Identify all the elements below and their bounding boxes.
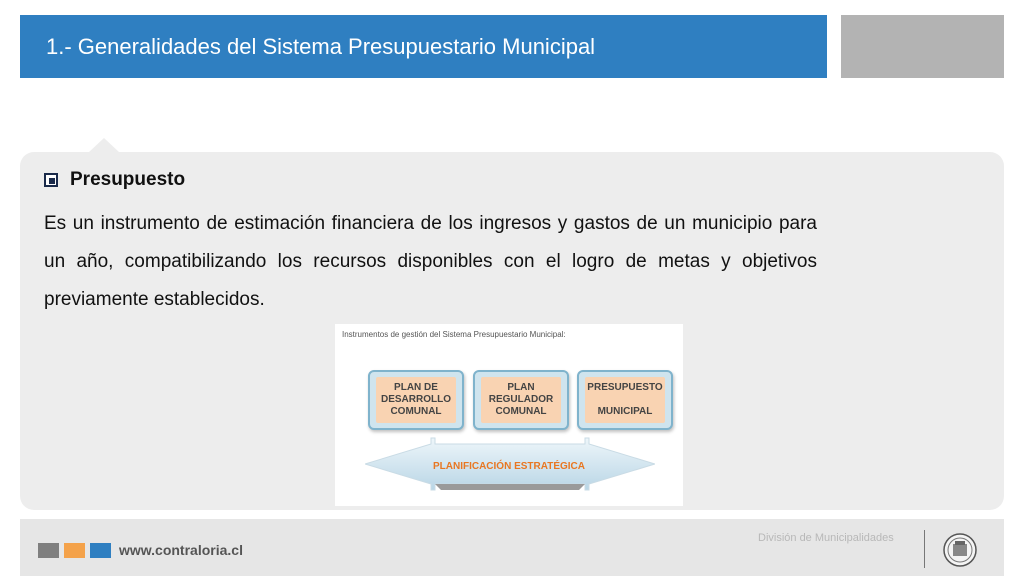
section-heading-text: Presupuesto	[70, 169, 186, 190]
footer-divider	[924, 530, 925, 568]
header-grey-block	[841, 15, 1004, 78]
footer-division: División de Municipalidades	[758, 532, 894, 544]
instrument-box-pladeco	[368, 370, 464, 430]
footer-square-blue	[90, 543, 111, 558]
arrow-label: PLANIFICACIÓN ESTRATÉGICA	[432, 461, 586, 472]
instrument-box-plan-regulador	[473, 370, 569, 430]
section-heading	[44, 169, 185, 191]
footer-square-grey	[38, 543, 59, 558]
instrument-box-label: PLAN DE DESARROLLO COMUNAL	[376, 377, 456, 423]
panel-notch	[88, 138, 120, 153]
instruments-figure	[335, 324, 683, 506]
footer-square-orange	[64, 543, 85, 558]
instrument-box-label: PRESUPUESTO MUNICIPAL	[585, 377, 665, 423]
instrument-box-presupuesto	[577, 370, 673, 430]
contraloria-seal-icon	[936, 532, 984, 568]
figure-caption: Instrumentos de gestión del Sistema Presupuestario Municipal:	[342, 330, 566, 339]
slide-title: 1.- Generalidades del Sistema Presupuestario Municipal	[20, 15, 827, 78]
section-body: Es un instrumento de estimación financiera de los ingresos y gastos de un municipio para un año, compatibilizando los recursos disponibles con el logro de metas y objetivos previamente establecidos.	[44, 213, 817, 310]
instrument-box-label: PLAN REGULADOR COMUNAL	[481, 377, 561, 423]
footer-url: www.contraloria.cl	[119, 542, 243, 558]
checkbox-bullet-icon	[44, 173, 58, 187]
